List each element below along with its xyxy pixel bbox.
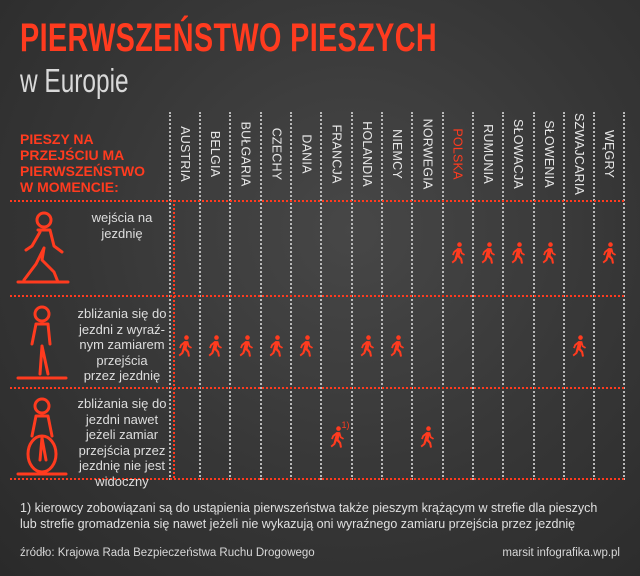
- source-text: źródło: Krajowa Rada Bezpieczeństwa Ruchu Drogowego: [20, 547, 315, 559]
- footnote-line: 1) kierowcy zobowiązani są do ustąpienia pierwszeństwa także pieszym krążącym w strefie dla pieszych: [20, 501, 598, 515]
- row-description-line: zbliżania się do: [77, 396, 167, 411]
- row-description-line: przejścia: [96, 352, 148, 368]
- country-label: [443, 116, 473, 192]
- country-label: [352, 116, 382, 192]
- country-label-text: SŁOWACJA: [511, 119, 526, 189]
- footnote: [20, 500, 620, 532]
- country-label: [534, 116, 564, 192]
- country-label: [503, 116, 533, 192]
- heading-line: PIESZY NA: [20, 131, 94, 147]
- row-description-line: widoczny: [95, 473, 149, 489]
- country-label: [261, 116, 291, 192]
- country-label: [170, 116, 200, 192]
- country-label: [200, 116, 230, 192]
- row-description-line: jezdni nawet: [85, 411, 159, 427]
- footnote-reference: 1): [341, 420, 350, 430]
- pedestrian-mark-icon: [207, 335, 223, 357]
- country-label: [594, 116, 624, 192]
- pedestrian-mark-icon: [571, 335, 587, 357]
- row-divider: [10, 295, 624, 297]
- heading-line: W MOMENCIE:: [20, 179, 119, 195]
- country-label-text: FRANCJA: [329, 124, 344, 184]
- country-label-text: HOLANDIA: [359, 121, 374, 187]
- country-label-text: RUMUNIA: [481, 124, 496, 184]
- country-label: [412, 116, 442, 192]
- row-description-line: nym zamiarem: [79, 337, 165, 352]
- row-description-line: zbliżania się do: [77, 306, 167, 321]
- row-divider: [10, 200, 624, 202]
- country-label-text: NORWEGIA: [420, 118, 435, 190]
- pedestrian-mark-icon: [450, 242, 466, 264]
- label-column-divider: [173, 200, 175, 478]
- footnote-line: lub strefie gromadzenia się nawet jeżeli nie wykazują oni wyraźnego zamiaru przejścia przez jezdnię: [20, 517, 576, 531]
- pedestrian-mark-icon: [359, 335, 375, 357]
- country-label-text: AUSTRIA: [178, 126, 193, 182]
- country-label-text: DANIA: [299, 134, 314, 174]
- country-label-text: BELGIA: [208, 130, 223, 178]
- country-label-text: NIEMCY: [390, 129, 405, 179]
- table-heading: [20, 131, 170, 195]
- pedestrian-standing-icon: [14, 304, 70, 387]
- row-description-line: wejścia na: [91, 210, 153, 225]
- pedestrian-mark-icon: [419, 426, 435, 448]
- row-description: [72, 306, 172, 384]
- pedestrian-mark-icon: [268, 335, 284, 357]
- row-divider: [10, 387, 624, 389]
- country-label: [231, 116, 261, 192]
- pedestrian-mark-icon: [177, 335, 193, 357]
- country-label-text: POLSKA: [450, 128, 465, 180]
- country-label: [382, 116, 412, 192]
- country-label-text: SZWAJCARIA: [571, 112, 586, 196]
- pedestrian-circling-icon: [14, 396, 70, 481]
- row-description-line: przez jezdnię: [83, 368, 161, 383]
- country-label-text: SŁOWENIA: [541, 120, 556, 188]
- pedestrian-mark-icon: [480, 242, 496, 264]
- country-label: [291, 116, 321, 192]
- pedestrian-mark-icon: [541, 242, 557, 264]
- country-label: [322, 116, 352, 192]
- page-subtitle: w Europie: [20, 62, 129, 99]
- pedestrian-mark-icon: [510, 242, 526, 264]
- pedestrian-mark-icon: [601, 242, 617, 264]
- row-description-line: jezdni z wyraź-: [79, 321, 165, 337]
- pedestrian-stepping-icon: [14, 208, 70, 291]
- heading-line: PIERWSZEŃSTWO: [20, 163, 145, 179]
- country-label-text: CZECHY: [268, 127, 283, 181]
- page-title: PIERWSZEŃSTWO PIESZYCH: [20, 16, 438, 60]
- row-description: [72, 396, 172, 489]
- pedestrian-mark-icon: [389, 335, 405, 357]
- country-label: [564, 112, 594, 196]
- pedestrian-mark-icon: [298, 335, 314, 357]
- country-label-text: BUŁGARIA: [238, 121, 253, 187]
- row-description-line: jeżeli zamiar: [85, 427, 159, 442]
- row-description-line: jezdnię: [101, 225, 143, 241]
- credit-text: marsit infografika.wp.pl: [502, 547, 620, 559]
- heading-line: PRZEJŚCIU MA: [20, 147, 125, 163]
- row-description-line: przejścia przez: [78, 442, 166, 458]
- row-description: [72, 210, 172, 241]
- country-label-text: WĘGRY: [602, 130, 617, 178]
- country-label: [473, 116, 503, 192]
- pedestrian-mark-icon: [238, 335, 254, 357]
- row-description-line: jezdnię nie jest: [79, 458, 165, 473]
